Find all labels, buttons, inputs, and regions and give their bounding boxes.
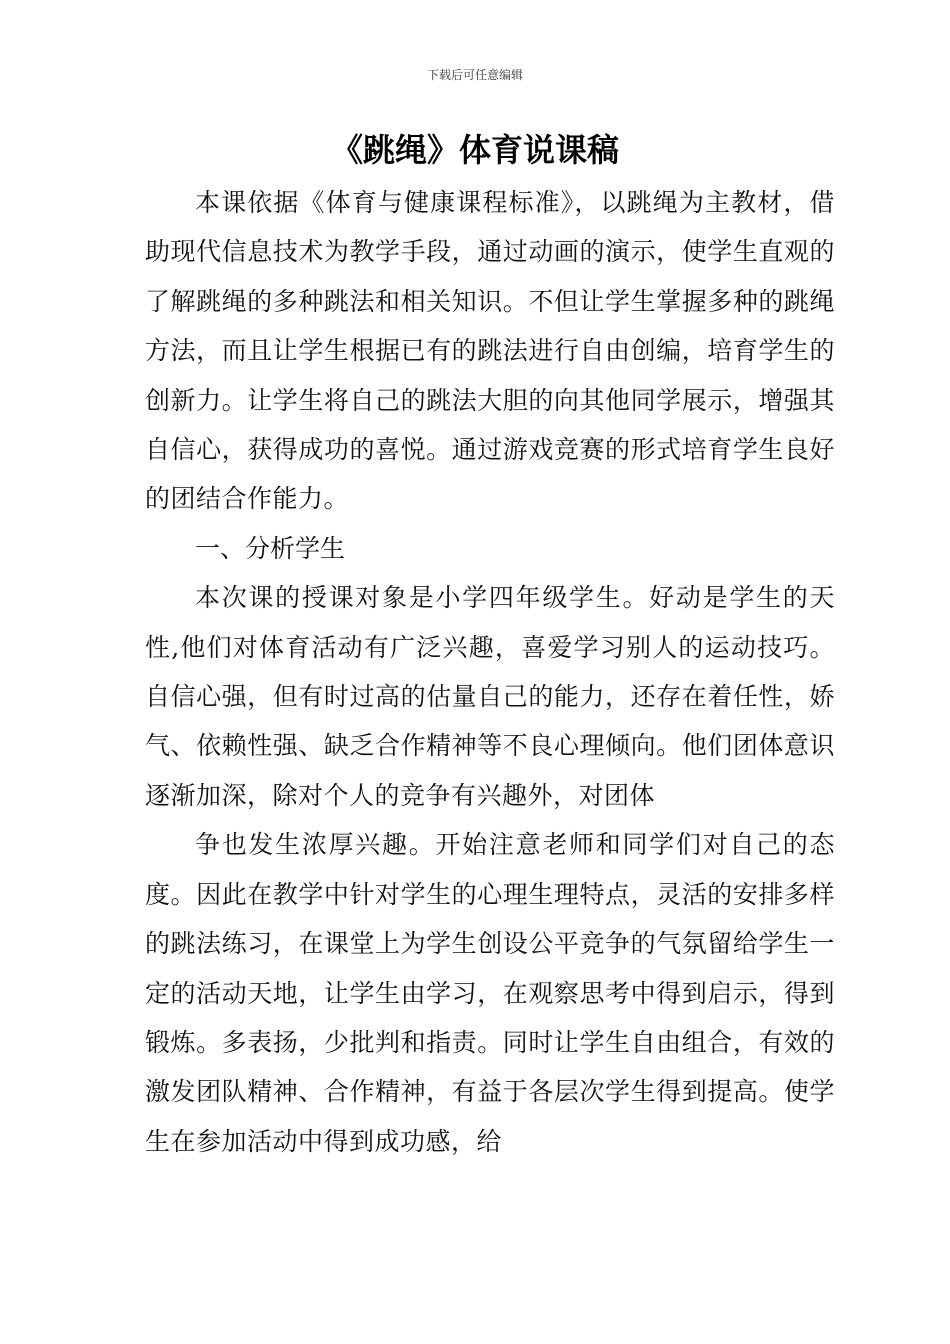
paragraph-students: 本次课的授课对象是小学四年级学生。好动是学生的天性,他们对体育活动有广泛兴趣，喜爱学习别人的运动技巧。自信心强，但有时过高的估量自己的能力，还存在着任性，娇气、依赖性强、缺乏合作精神等不良心理倾向。他们团体意识逐渐加深，除对个人的竞争有兴趣外，对团体: [145, 583, 835, 810]
paragraph-continued: 争也发生浓厚兴趣。开始注意老师和同学们对自己的态度。因此在教学中针对学生的心理生理特点，灵活的安排多样的跳法练习，在课堂上为学生创设公平竞争的气氛留给学生一定的活动天地，让学生由学习，在观察思考中得到启示，得到锻炼。多表扬，少批判和指责。同时让学生自由组合，有效的激发团队精神、合作精神，有益于各层次学生得到提高。使学生在参加活动中得到成功感，给: [145, 830, 835, 1156]
document-body: [145, 178, 835, 1166]
paragraph-intro: 本课依据《体育与健康课程标准》，以跳绳为主教材，借助现代信息技术为教学手段，通过动画的演示，使学生直观的了解跳绳的多种跳法和相关知识。不但让学生掌握多种的跳绳方法，而且让学生根据已有的跳法进行自由创编，培育学生的创新力。让学生将自己的跳法大胆的向其他同学展示，增强其自信心，获得成功的喜悦。通过游戏竞赛的形式培育学生良好的团结合作能力。: [145, 188, 835, 514]
document-title: 《跳绳》体育说课稿: [330, 131, 619, 169]
header-note: 下载后可任意编辑: [426, 68, 523, 82]
section-heading-analyze-students: 一、分析学生: [195, 533, 346, 563]
